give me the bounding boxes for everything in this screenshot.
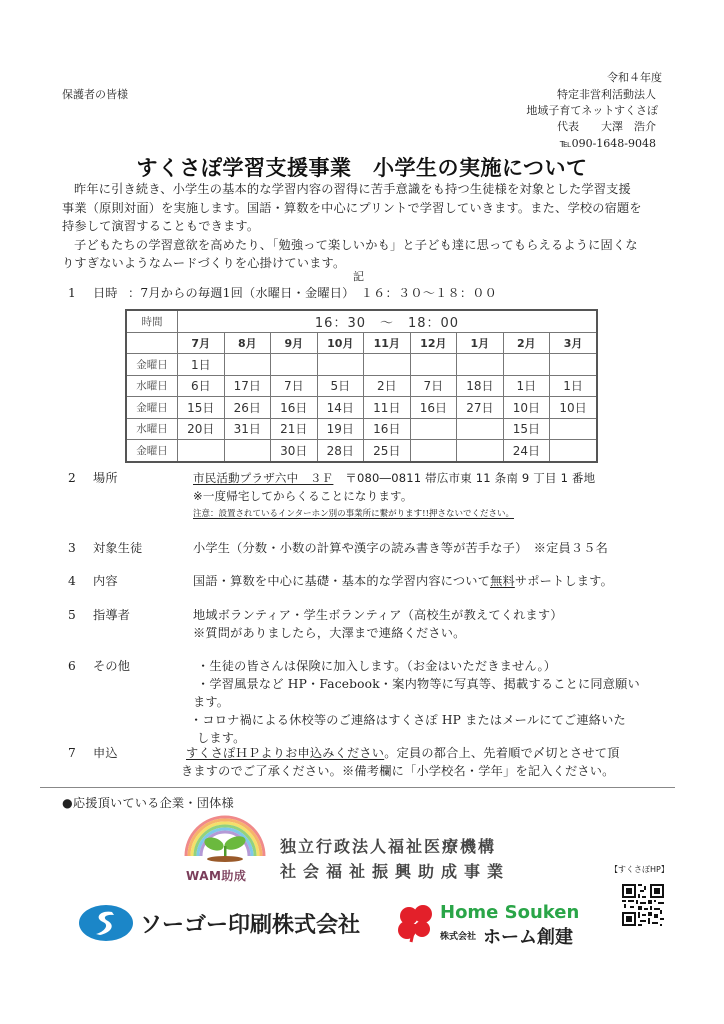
date-cell [178, 440, 225, 462]
home-souken-prefix: 株式会社 [440, 932, 477, 942]
date-cell [410, 440, 457, 462]
intro-para2-line1: 子どもたちの学習意欲を高めたり、「勉強って楽しいかも」と子ども達に思ってもらえるように固くな [74, 237, 638, 252]
date-cell [410, 354, 457, 376]
section-6-number: 6 [68, 659, 76, 673]
month-cell: 11月 [364, 332, 411, 354]
schedule-row [126, 418, 597, 440]
date-cell: 11日 [364, 397, 411, 419]
weekday-label: 水曜日 [126, 418, 178, 440]
section-4-text-after: サポートします。 [514, 574, 613, 588]
date-cell: 1日 [178, 354, 225, 376]
section-4-text [193, 572, 613, 591]
section-2-number: 2 [68, 471, 76, 485]
date-cell: 26日 [224, 397, 271, 419]
date-cell [550, 440, 597, 462]
date-cell: 14日 [317, 397, 364, 419]
intro-para1-line2: 事業（原則対面）を実施します。国語・算数を中心にプリントで学習していきます。また、学校の宿題を [62, 200, 642, 215]
date-cell [317, 354, 364, 376]
home-souken-ja: ホーム創建 [483, 927, 573, 948]
months-row [126, 332, 597, 354]
date-cell: 27日 [457, 397, 504, 419]
month-cell: 10月 [317, 332, 364, 354]
month-cell: 1月 [457, 332, 504, 354]
org-name: 地域子育てネットすくさぽ [526, 104, 658, 117]
date-cell: 24日 [503, 440, 550, 462]
date-cell [364, 354, 411, 376]
schedule-row [126, 375, 597, 397]
date-cell: 19日 [317, 418, 364, 440]
month-cell: 8月 [224, 332, 271, 354]
date-cell [271, 354, 318, 376]
date-cell: 17日 [224, 375, 271, 397]
addressee: 保護者の皆様 [62, 88, 128, 101]
schedule-row [126, 354, 597, 376]
other-bullet-3-line1: ・コロナ禍による休校等のご連絡はすくさぽ HP またはメールにてご連絡いた [190, 713, 626, 727]
date-cell: 2日 [364, 375, 411, 397]
other-bullet-1: ・生徒の皆さんは保険に加入します。（お金はいただきません。） [197, 659, 557, 673]
date-cell: 21日 [271, 418, 318, 440]
section-5-line2: ※質問がありましたら，大澤まで連絡ください。 [193, 626, 466, 640]
qr-code[interactable] [622, 884, 664, 926]
phone: ℡090-1648-9048 [559, 137, 656, 150]
date-cell: 15日 [178, 397, 225, 419]
section-3-text: 小学生（分数・小数の計算や漢字の読み書き等が苦手な子） ※定員３５名 [193, 541, 609, 555]
section-7-line2: きますのでご了承ください。※備考欄に「小学校名・学年」を記入ください。 [181, 764, 615, 778]
date-cell [550, 418, 597, 440]
home-souken-logo [395, 904, 435, 948]
wam-org-name: 独立行政法人福祉医療機構 [280, 837, 497, 856]
intro-para2-line2: りすぎないようなムードづくりを心掛けています。 [62, 256, 346, 270]
qr-label: 【すくさぽHP】 [610, 865, 669, 874]
date-cell: 18日 [457, 375, 504, 397]
apply-link[interactable]: すくさぽＨＰよりお申込みください [186, 746, 385, 760]
sogo-mark-icon [78, 904, 134, 942]
schedule-header-row [126, 310, 597, 332]
other-bullet-2-line2: ます。 [193, 695, 230, 709]
fiscal-year: 令和４年度 [607, 71, 662, 84]
section-5-number: 5 [68, 608, 76, 622]
divider [40, 787, 675, 788]
month-cell: 3月 [550, 332, 597, 354]
venue-name: 市民活動プラザ六中 ３Ｆ [193, 471, 334, 485]
section-2-label: 場所 [93, 471, 118, 485]
schedule-row [126, 397, 597, 419]
weekday-label: 金曜日 [126, 397, 178, 419]
section-3-label: 対象生徒 [93, 541, 143, 555]
date-cell: 1日 [503, 375, 550, 397]
home-souken-en: Home Souken [440, 902, 580, 923]
intro-para1-line3: 持参して演習することもできます。 [62, 219, 260, 233]
weekday-label: 金曜日 [126, 354, 178, 376]
date-cell [410, 418, 457, 440]
time-header: 時間 [126, 310, 178, 332]
month-cell: 7月 [178, 332, 225, 354]
date-cell: 20日 [178, 418, 225, 440]
date-cell: 10日 [550, 397, 597, 419]
date-cell: 7日 [410, 375, 457, 397]
section-1-label: 日時 [93, 286, 118, 300]
date-cell: 30日 [271, 440, 318, 462]
intro-para1-line1: 昨年に引き続き、小学生の基本的な学習内容の習得に苦手意識をも持つ生徒様を対象とした学習支援 [74, 182, 631, 196]
ki-label: 記 [353, 270, 364, 283]
date-cell: 10日 [503, 397, 550, 419]
month-cell: 9月 [271, 332, 318, 354]
clover-icon [395, 904, 435, 944]
section-1-text: ：7月からの毎週1回（水曜日・金曜日） １６：３０～１８：００ [128, 286, 498, 300]
section-1-number: 1 [68, 286, 76, 300]
section-7-line1-rest: 。定員の都合上、先着順で〆切とさせて頂 [384, 746, 620, 760]
weekday-label: 水曜日 [126, 375, 178, 397]
date-cell: 6日 [178, 375, 225, 397]
qr-code-icon [622, 884, 664, 926]
section-4-number: 4 [68, 574, 76, 588]
month-cell: 2月 [503, 332, 550, 354]
date-cell [457, 354, 504, 376]
page-title: すくさぽ学習支援事業 小学生の実施について [136, 156, 588, 180]
representative: 代表 大澤 浩介 [557, 120, 656, 133]
wam-logo [180, 812, 270, 888]
date-cell: 25日 [364, 440, 411, 462]
venue-note: ※一度帰宅してからくることになります。 [193, 489, 413, 503]
schedule-row [126, 440, 597, 462]
date-cell: 5日 [317, 375, 364, 397]
sogo-logo [78, 904, 134, 946]
other-bullet-3-line2: します。 [197, 731, 246, 745]
month-cell: 12月 [410, 332, 457, 354]
date-cell: 16日 [271, 397, 318, 419]
date-cell: 16日 [364, 418, 411, 440]
section-5-label: 指導者 [93, 608, 131, 622]
date-cell [503, 354, 550, 376]
section-6-label: その他 [93, 659, 131, 673]
section-4-text-before: 国語・算数を中心に基礎・基本的な学習内容について [193, 574, 491, 588]
section-3-number: 3 [68, 541, 76, 555]
time-range: 16：30 ～ 18：00 [178, 310, 598, 332]
date-cell: 1日 [550, 375, 597, 397]
org-type: 特定非営利活動法人 [557, 88, 656, 101]
intercom-warning: 注意：設置されているインターホン別の事業所に繋がります!!押さないでください。 [193, 509, 514, 519]
wam-logo-text: WAM助成 [186, 869, 247, 883]
venue-address: 〒080―0811 帯広市東 11 条南 9 丁目 1 番地 [345, 471, 596, 485]
date-cell: 16日 [410, 397, 457, 419]
intro [62, 180, 682, 273]
date-cell [457, 418, 504, 440]
date-cell [457, 440, 504, 462]
sogo-name: ソーゴー印刷株式会社 [140, 913, 361, 938]
weekday-label: 金曜日 [126, 440, 178, 462]
section-7-line1 [186, 744, 620, 763]
date-cell: 31日 [224, 418, 271, 440]
wam-program-name: 社会福祉振興助成事業 [280, 862, 511, 881]
schedule-table [125, 309, 598, 463]
date-cell [224, 440, 271, 462]
section-5-line1: 地域ボランティア・学生ボランティア（高校生が教えてくれます） [193, 608, 563, 622]
other-bullet-2-line1: ・学習風景など HP・Facebook・案内物等に写真等、掲載することに同意願い [197, 677, 640, 691]
section-4-label: 内容 [93, 574, 118, 588]
date-cell: 15日 [503, 418, 550, 440]
date-cell [550, 354, 597, 376]
free-emphasis: 無料 [490, 574, 515, 588]
section-7-label: 申込 [93, 746, 118, 760]
date-cell [224, 354, 271, 376]
date-cell: 28日 [317, 440, 364, 462]
section-7-number: 7 [68, 746, 76, 760]
date-cell: 7日 [271, 375, 318, 397]
sponsors-heading: ●応援頂いている企業・団体様 [62, 796, 234, 810]
